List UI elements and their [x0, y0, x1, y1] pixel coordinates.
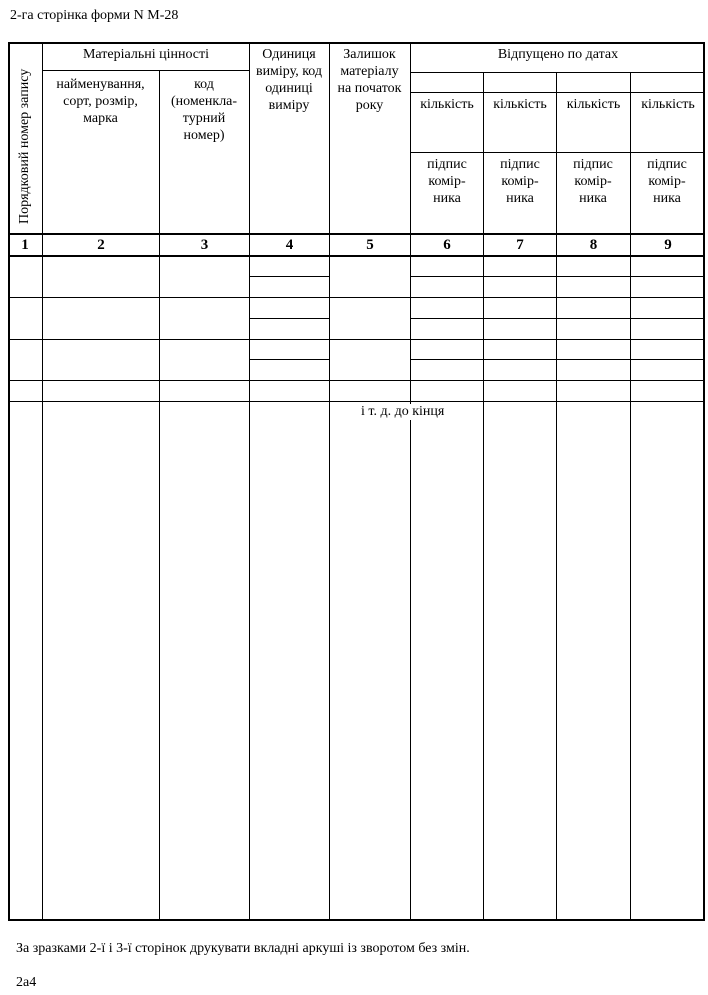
unit-header: Одиниця виміру, код одиниці виміру — [255, 47, 323, 113]
sign-label-3: підпис комір- ника — [573, 157, 613, 206]
hline-row-a — [249, 276, 330, 277]
column-number: 9 — [664, 237, 672, 253]
column-number: 3 — [200, 237, 209, 253]
hline-dates-row2 — [410, 92, 705, 93]
qty-label-3: кількість — [566, 97, 621, 112]
code-header: код (номенкла- турний номер) — [170, 77, 238, 143]
qty-label-1: кількість — [420, 97, 474, 112]
vline-col7 — [556, 72, 557, 921]
hline-row-g — [8, 401, 705, 402]
hline-row-c — [249, 318, 330, 319]
page-code: 2а4 — [16, 975, 37, 990]
qty-label-4: кількість — [641, 97, 695, 112]
hline-row-e — [249, 359, 330, 360]
vline-col6 — [483, 72, 484, 921]
hline-material-sub — [42, 70, 249, 71]
name-header: найменування, сорт, розмір, марка — [56, 77, 145, 126]
row-number-header: Порядковий номер запису — [17, 68, 32, 224]
material-values-header: Матеріальні цінності — [82, 47, 210, 62]
column-number: 8 — [589, 237, 598, 253]
vline-col1 — [42, 42, 43, 921]
hline-numrow-bottom — [8, 255, 705, 257]
column-number: 7 — [516, 237, 524, 253]
vline-col4 — [329, 42, 330, 921]
released-by-dates-header: Відпущено по датах — [497, 47, 619, 62]
qty-label-2: кількість — [493, 97, 547, 112]
hline-row-c2 — [410, 318, 705, 319]
column-number: 2 — [97, 237, 105, 253]
continuation-note: і т. д. до кінця — [361, 404, 445, 419]
sign-label-2: підпис комір- ника — [500, 157, 540, 206]
hline-qty-sign — [410, 152, 705, 153]
form-page-title: 2-га сторінка форми N М-28 — [10, 8, 179, 23]
balance-header: Залишок матеріалу на початок року — [337, 47, 402, 113]
vline-col3 — [249, 42, 250, 921]
vline-col8 — [630, 72, 631, 921]
column-number: 4 — [285, 237, 294, 253]
vline-col5 — [410, 42, 411, 921]
hline-row-f — [8, 380, 705, 381]
column-number: 6 — [443, 237, 451, 253]
column-number: 5 — [366, 237, 374, 253]
hline-row-e2 — [410, 359, 705, 360]
footer-note: За зразками 2-ї і 3-ї сторінок друкувати вкладні аркуші із зворотом без змін. — [16, 941, 470, 956]
vline-col2 — [159, 70, 160, 921]
hline-row-d — [8, 339, 705, 340]
sign-label-1: підпис комір- ника — [427, 157, 467, 206]
hline-row-b — [8, 297, 705, 298]
sign-label-4: підпис комір- ника — [647, 157, 687, 206]
column-number: 1 — [21, 237, 29, 253]
hline-dates-sub — [410, 72, 705, 73]
hline-row-a2 — [410, 276, 705, 277]
